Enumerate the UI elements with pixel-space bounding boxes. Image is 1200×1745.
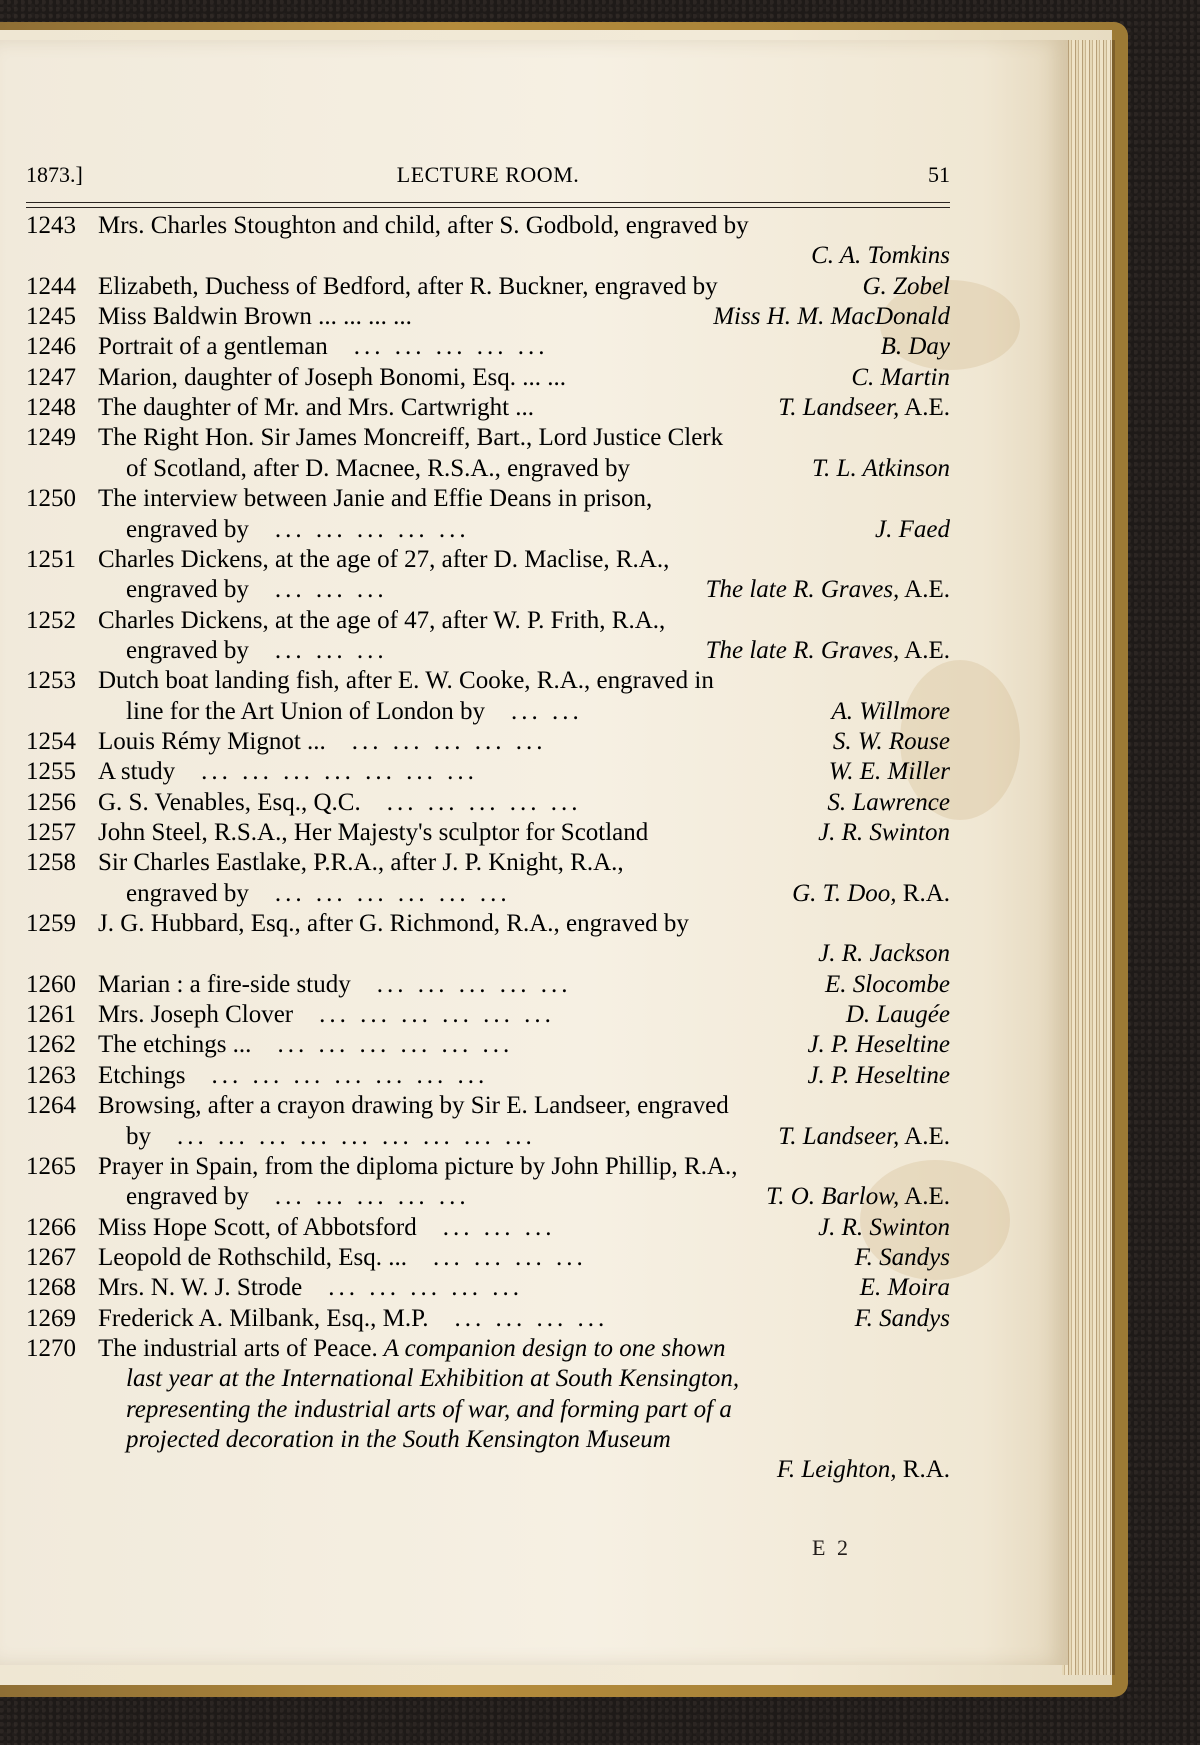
engraver-name [818, 1213, 950, 1243]
engraver-name-text: J. P. Heseltine [807, 1061, 950, 1089]
engraver-name-text: J. R. Swinton [818, 1213, 950, 1241]
entry-number: 1249 [26, 424, 76, 452]
entry-line [26, 575, 950, 605]
leader-dots: ... ... ... ... ... [386, 788, 582, 816]
entry-number: 1265 [26, 1152, 76, 1180]
entry-number: 1246 [26, 333, 76, 361]
engraver-name [807, 1061, 950, 1091]
engraver-name-text: The late R. Graves, [705, 576, 900, 604]
entry-line [26, 697, 950, 727]
engraver-name-text: F. Leighton, [776, 1456, 897, 1484]
engraver-name-text: A. Willmore [831, 697, 950, 725]
engraver-name-text: F. Sandys [854, 1243, 950, 1271]
entry-number: 1257 [26, 819, 76, 846]
engraver-name-text: S. W. Rouse [832, 727, 950, 755]
entry-line [26, 818, 950, 848]
entry-title: projected decoration in the South Kensington Museum [126, 1426, 671, 1453]
engraver-name-text: S. Lawrence [827, 788, 950, 816]
entry-title: The industrial arts of Peace. A companion design to one shown [98, 1334, 726, 1362]
engraver-name [863, 272, 951, 302]
entry-title: G. S. Venables, Esq., Q.C. [98, 788, 361, 816]
entry-title: The etchings ... [98, 1031, 252, 1059]
engraver-name [766, 1182, 950, 1212]
engraver-name [706, 575, 950, 605]
entry-line [26, 393, 950, 423]
entry-line [26, 1364, 950, 1394]
leader-dots: ... ... ... ... ... [351, 727, 547, 755]
entry-title: of Scotland, after D. Macnee, R.S.A., engraved by [126, 454, 631, 482]
engraver-name-text: J. R. Swinton [818, 819, 950, 846]
entry-line [26, 970, 950, 1000]
engraver-suffix: A.E. [899, 1122, 950, 1150]
entry-line [26, 1000, 950, 1030]
entry-number: 1253 [26, 667, 76, 695]
engraver-suffix: A.E. [899, 636, 950, 664]
entry-title: Sir Charles Eastlake, P.R.A., after J. P. Knight, R.A., [98, 849, 624, 877]
engraver-name-text: E. Slocombe [825, 970, 950, 998]
entry-title: line for the Art Union of London by [126, 697, 485, 725]
header-year: 1873.] [26, 162, 83, 187]
engraver-name-text: J. P. Heseltine [807, 1031, 950, 1059]
engraver-name-text: T. Landseer, [778, 394, 900, 422]
engraver-name [807, 1030, 950, 1060]
leader-dots: ... ... [510, 697, 583, 725]
engraver-suffix: R.A. [896, 1456, 950, 1484]
entry-title: Charles Dickens, at the age of 27, after D. Maclise, R.A., [98, 545, 670, 573]
leader-dots: ... ... ... ... [433, 1243, 587, 1271]
entry-line [26, 1152, 950, 1182]
entry-title: Frederick A. Milbank, Esq., M.P. [98, 1304, 429, 1332]
entry-line [26, 363, 950, 393]
entry-title: Mrs. N. W. J. Strode [98, 1274, 303, 1302]
engraver-name-text: D. Laugée [845, 1001, 950, 1029]
entry-title: representing the industrial arts of war, and forming part of a [126, 1395, 732, 1423]
entry-title: Mrs. Joseph Clover [98, 1001, 294, 1029]
entry-line [26, 879, 950, 909]
entry-line [26, 545, 950, 575]
entry-line [26, 1273, 950, 1303]
engraver-name [811, 241, 950, 271]
signature-mark: E 2 [812, 1535, 851, 1560]
entry-line [26, 1455, 950, 1485]
entry-number: 1251 [26, 545, 76, 573]
entry-title: Leopold de Rothschild, Esq. ... [98, 1243, 407, 1271]
entry-title: Dutch boat landing fish, after E. W. Cooke, R.A., engraved in [98, 667, 714, 695]
engraver-name [778, 1122, 950, 1152]
engraver-name [777, 1455, 950, 1485]
entry-number: 1269 [26, 1304, 76, 1332]
entry-line [26, 484, 950, 514]
entry-title: The interview between Janie and Effie Deans in prison, [98, 485, 653, 513]
engraver-name [829, 757, 950, 787]
engraver-name [851, 363, 950, 393]
entry-number: 1247 [26, 363, 76, 391]
entry-number: 1261 [26, 1001, 76, 1029]
entry-number: 1252 [26, 606, 76, 634]
entry-line [26, 1182, 950, 1212]
entry-number: 1266 [26, 1213, 76, 1241]
engraver-name [831, 697, 950, 727]
entry-number: 1245 [26, 303, 76, 331]
entry-line [26, 1334, 950, 1364]
engraver-name [827, 788, 950, 818]
engraver-name-text: T. L. Atkinson [812, 454, 950, 482]
entry-line [26, 302, 950, 332]
entry-line [26, 211, 950, 241]
leader-dots: ... ... ... ... ... ... [319, 1001, 555, 1029]
entry-number: 1270 [26, 1334, 76, 1362]
entry-title: A study [98, 758, 176, 786]
engraver-name [855, 1304, 950, 1334]
entry-line [26, 757, 950, 787]
entry-title: John Steel, R.S.A., Her Majesty's sculptor for Scotland [98, 819, 649, 846]
entry-title: The daughter of Mr. and Mrs. Cartwright ... [98, 394, 535, 422]
running-header [26, 162, 950, 192]
page-number: 51 [928, 162, 950, 187]
entry-line [26, 454, 950, 484]
engraver-suffix: A.E. [899, 576, 950, 604]
entry-number: 1243 [26, 212, 76, 239]
leader-dots: ... ... ... ... ... [274, 515, 470, 543]
entry-title: engraved by [126, 636, 249, 664]
entry-title: Etchings [98, 1061, 186, 1089]
engraver-name [792, 879, 950, 909]
engraver-name-text: C. A. Tomkins [811, 242, 950, 270]
entry-line [26, 272, 950, 302]
entry-title: The Right Hon. Sir James Moncreiff, Bart., Lord Justice Clerk [98, 424, 724, 452]
page-edges [1062, 40, 1115, 1675]
entry-line [26, 909, 950, 939]
engraver-name [778, 393, 950, 423]
entry-number: 1262 [26, 1031, 76, 1059]
entry-line [26, 1030, 950, 1060]
engraver-name-text: The late R. Graves, [705, 636, 900, 664]
header-rule [26, 207, 950, 208]
entry-title: Mrs. Charles Stoughton and child, after S. Godbold, engraved by [98, 212, 749, 239]
entry-line [26, 1122, 950, 1152]
entry-number: 1244 [26, 272, 76, 300]
leader-dots: ... ... ... ... ... [353, 333, 549, 361]
entry-number: 1264 [26, 1092, 76, 1120]
entry-number: 1268 [26, 1274, 76, 1302]
leader-dots: ... ... ... ... ... [376, 970, 572, 998]
entry-line [26, 515, 950, 545]
engraver-suffix: A.E. [899, 394, 950, 422]
entry-title: engraved by [126, 576, 249, 604]
entry-title: engraved by [126, 515, 249, 543]
entry-title: Marion, daughter of Joseph Bonomi, Esq. ... ... [98, 363, 567, 391]
leader-dots: ... ... ... ... ... ... ... [201, 758, 478, 786]
engraver-name-text: Miss H. M. MacDonald [713, 303, 950, 331]
leader-dots: ... ... ... ... ... [274, 1183, 470, 1211]
entry-line [26, 1304, 950, 1334]
entry-line [26, 788, 950, 818]
leader-dots: ... ... ... ... ... ... ... [211, 1061, 489, 1089]
engraver-name [706, 636, 950, 666]
entry-number: 1248 [26, 394, 76, 422]
header-rule [26, 202, 950, 203]
header-title: LECTURE ROOM. [396, 162, 580, 187]
entry-title: by [126, 1122, 151, 1150]
entry-title: Miss Hope Scott, of Abbotsford [98, 1213, 417, 1241]
entry-line [26, 423, 950, 453]
entry-number: 1258 [26, 849, 76, 877]
engraver-name [846, 1000, 950, 1030]
engraver-name-text: G. T. Doo, [792, 879, 897, 907]
engraver-suffix: A.E. [899, 1183, 950, 1211]
engraver-name-text: C. Martin [851, 363, 950, 391]
leader-dots: ... ... ... ... ... [328, 1274, 523, 1302]
entry-title: Elizabeth, Duchess of Bedford, after R. Buckner, engraved by [98, 272, 718, 300]
entry-line [26, 848, 950, 878]
entry-number: 1256 [26, 788, 76, 816]
entry-note: A companion design to one shown [377, 1334, 726, 1362]
engraver-name [818, 939, 950, 969]
entry-line [26, 1091, 950, 1121]
engraver-name [818, 818, 950, 848]
entry-title: Louis Rémy Mignot ... [98, 727, 326, 755]
leader-dots: ... ... ... [274, 636, 388, 664]
entry-title: Miss Baldwin Brown ... ... ... ... [98, 303, 412, 331]
engraver-name [825, 970, 950, 1000]
entry-line [26, 241, 950, 271]
entry-line [26, 606, 950, 636]
entry-line [26, 636, 950, 666]
entry-line [26, 1425, 950, 1455]
entry-title: engraved by [126, 1183, 249, 1211]
engraver-name [812, 454, 950, 484]
entry-title: Browsing, after a crayon drawing by Sir E. Landseer, engraved [98, 1092, 729, 1120]
engraver-name [860, 1273, 950, 1303]
entry-line [26, 727, 950, 757]
engraver-name [881, 332, 950, 362]
engraver-name-text: J. R. Jackson [818, 940, 950, 968]
engraver-name [833, 727, 950, 757]
entry-number: 1250 [26, 485, 76, 513]
entry-number: 1263 [26, 1061, 76, 1089]
entry-title: Portrait of a gentleman [98, 333, 328, 361]
engraver-name-text: W. E. Miller [828, 758, 950, 786]
entry-line [26, 1243, 950, 1273]
leader-dots: ... ... ... ... ... ... [274, 879, 511, 907]
engraver-name [875, 515, 950, 545]
entry-title: Marian : a fire-side study [98, 970, 351, 998]
entry-line [26, 939, 950, 969]
engraver-name-text: E. Moira [859, 1274, 950, 1302]
entry-number: 1254 [26, 727, 76, 755]
entry-title: Charles Dickens, at the age of 47, after W. P. Frith, R.A., [98, 606, 666, 634]
book-page [0, 40, 1068, 1665]
engraver-suffix: R.A. [896, 879, 950, 907]
entry-number: 1259 [26, 910, 76, 938]
entry-title: J. G. Hubbard, Esq., after G. Richmond, R.A., engraved by [98, 910, 689, 938]
entry-line [26, 332, 950, 362]
engraver-name [713, 302, 950, 332]
engraver-name-text: B. Day [880, 333, 950, 361]
entry-line [26, 1061, 950, 1091]
engraver-name [855, 1243, 950, 1273]
leader-dots: ... ... ... ... [454, 1304, 609, 1332]
entry-number: 1267 [26, 1243, 76, 1271]
engraver-name-text: T. O. Barlow, [766, 1183, 900, 1211]
entry-line [26, 666, 950, 696]
leader-dots: ... ... ... [274, 576, 388, 604]
engraver-name-text: F. Sandys [854, 1304, 950, 1332]
entry-title: engraved by [126, 879, 249, 907]
engraver-name-text: J. Faed [875, 515, 950, 543]
entry-title: Prayer in Spain, from the diploma picture by John Phillip, R.A., [98, 1152, 738, 1180]
engraver-name-text: G. Zobel [862, 272, 950, 300]
entry-number: 1255 [26, 758, 76, 786]
entry-line [26, 1213, 950, 1243]
leader-dots: ... ... ... ... ... ... ... ... ... [177, 1122, 536, 1150]
entry-line [26, 1395, 950, 1425]
engraver-name-text: T. Landseer, [778, 1122, 900, 1150]
entry-title: last year at the International Exhibition at South Kensington, [126, 1365, 740, 1393]
leader-dots: ... ... ... ... ... ... [277, 1031, 514, 1059]
entry-number: 1260 [26, 970, 76, 998]
leader-dots: ... ... ... [442, 1213, 556, 1241]
